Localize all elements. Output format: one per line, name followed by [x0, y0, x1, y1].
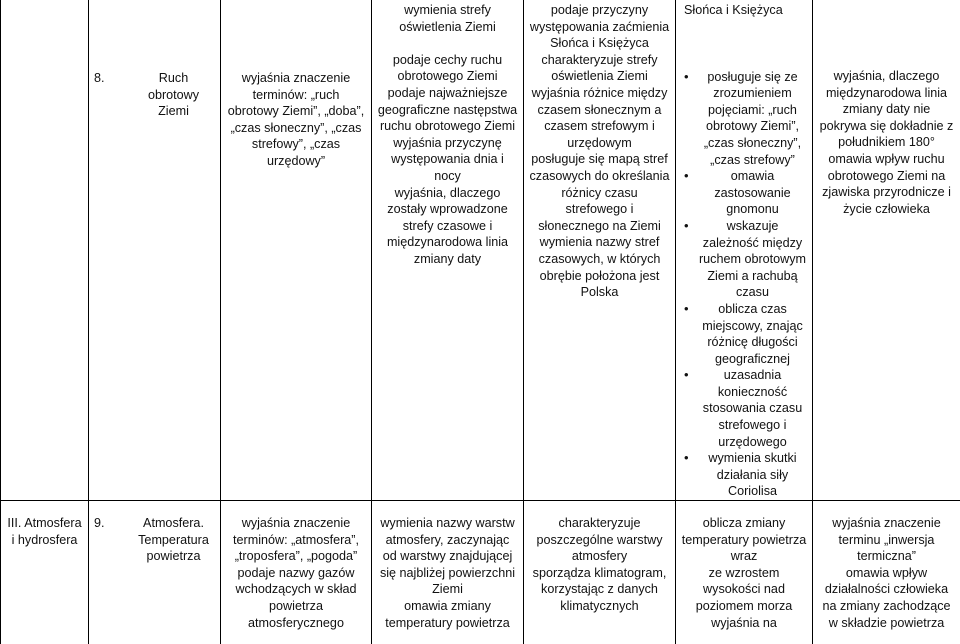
- section-label: III. Atmosfera i hydrosfera: [7, 516, 81, 547]
- topic-name: Ruch obrotowy Ziemi: [132, 70, 215, 120]
- list-item: • wyjaśnia znaczenie terminu „inwersja termiczna”: [818, 515, 955, 565]
- list-item: • oblicza zmiany temperatury powietrza wraz: [681, 515, 807, 565]
- list-item: • wyjaśnia przyczynę występowania dnia i nocy: [377, 135, 518, 185]
- list-item: • podaje cechy ruchu obrotowego Ziemi: [377, 52, 518, 85]
- list-item: • wyjaśnia na: [681, 615, 807, 632]
- list-item: • omawia wpływ działalności człowieka na zmiany zachodzące w składzie powietrza: [818, 565, 955, 631]
- list-item: • wymienia strefy oświetlenia Ziemi: [377, 2, 518, 35]
- section-cell: [1, 0, 89, 501]
- cell-intro-text: Słońca i Księżyca: [684, 2, 807, 19]
- requirements-cell: [221, 0, 372, 501]
- topic-number: 8.: [94, 70, 132, 120]
- requirements-cell: [813, 501, 960, 644]
- list-item: • podaje nazwy gazów wchodzących w skład powietrza atmosferycznego: [226, 565, 366, 631]
- list-item: [377, 35, 518, 52]
- list-item: • wskazuje zależność między ruchem obrotowym Ziemi a rachubą czasu: [698, 218, 807, 301]
- requirements-cell: [676, 0, 813, 501]
- section-cell: [1, 501, 89, 644]
- list-item: • omawia zmiany temperatury powietrza: [377, 598, 518, 631]
- list-item: • wyjaśnia znaczenie terminów: „atmosfera”, „troposfera”, „pogoda”: [226, 515, 366, 565]
- requirements-cell: [676, 501, 813, 644]
- list-item: • wyjaśnia znaczenie terminów: „ruch obrotowy Ziemi”, „doba”, „czas słoneczny”, „czas strefowy”, „czas urzędowy”: [226, 70, 366, 170]
- list-item: • wymienia nazwy warstw atmosfery, zaczynając od warstwy znajdującej się najbliżej powierzchni Ziemi: [377, 515, 518, 598]
- list-item: • wymienia nazwy stref czasowych, w których obrębie położona jest Polska: [529, 234, 670, 300]
- list-item: • oblicza czas miejscowy, znając różnicę długości geograficznej: [698, 301, 807, 367]
- table-row: [1, 0, 960, 501]
- list-item: • podaje przyczyny występowania zaćmienia Słońca i Księżyca: [529, 2, 670, 52]
- topic-cell: [89, 501, 221, 644]
- requirements-cell: [813, 0, 960, 501]
- list-item: • podaje najważniejsze geograficzne następstwa ruchu obrotowego Ziemi: [377, 85, 518, 135]
- requirements-cell: [524, 501, 676, 644]
- topic-name: Atmosfera. Temperatura powietrza: [132, 515, 215, 565]
- list-item: • posługuje się mapą stref czasowych do określania różnicy czasu strefowego i słonecznego na Ziemi: [529, 151, 670, 234]
- list-item: • sporządza klimatogram, korzystając z danych klimatycznych: [529, 565, 670, 615]
- table-row: [1, 501, 960, 644]
- list-item: • uzasadnia konieczność stosowania czasu strefowego i urzędowego: [698, 367, 807, 450]
- topic-cell: [89, 0, 221, 501]
- list-item: • charakteryzuje strefy oświetlenia Ziemi: [529, 52, 670, 85]
- requirements-cell: [372, 0, 524, 501]
- list-item: ze wzrostem wysokości nad poziomem morza: [681, 565, 807, 615]
- requirements-cell: [372, 501, 524, 644]
- list-item: • posługuje się ze zrozumieniem pojęciami: „ruch obrotowy Ziemi”, „czas słoneczny”, „czas strefowy”: [698, 69, 807, 169]
- list-item: • wyjaśnia, dlaczego międzynarodowa linia zmiany daty nie pokrywa się dokładnie z południkiem 180°: [818, 68, 955, 151]
- list-item: • omawia wpływ ruchu obrotowego Ziemi na zjawiska przyrodnicze i życie człowieka: [818, 151, 955, 217]
- list-item: • charakteryzuje poszczególne warstwy atmosfery: [529, 515, 670, 565]
- list-item: • wyjaśnia, dlaczego zostały wprowadzone strefy czasowe i międzynarodowa linia zmiany daty: [377, 185, 518, 268]
- list-item: • omawia zastosowanie gnomonu: [698, 168, 807, 218]
- requirements-cell: [524, 0, 676, 501]
- topic-number: 9.: [94, 515, 132, 565]
- list-item: • wyjaśnia różnice między czasem słonecznym a czasem strefowym i urzędowym: [529, 85, 670, 151]
- requirements-cell: [221, 501, 372, 644]
- list-item: • wymienia skutki działania siły Coriolisa: [698, 450, 807, 500]
